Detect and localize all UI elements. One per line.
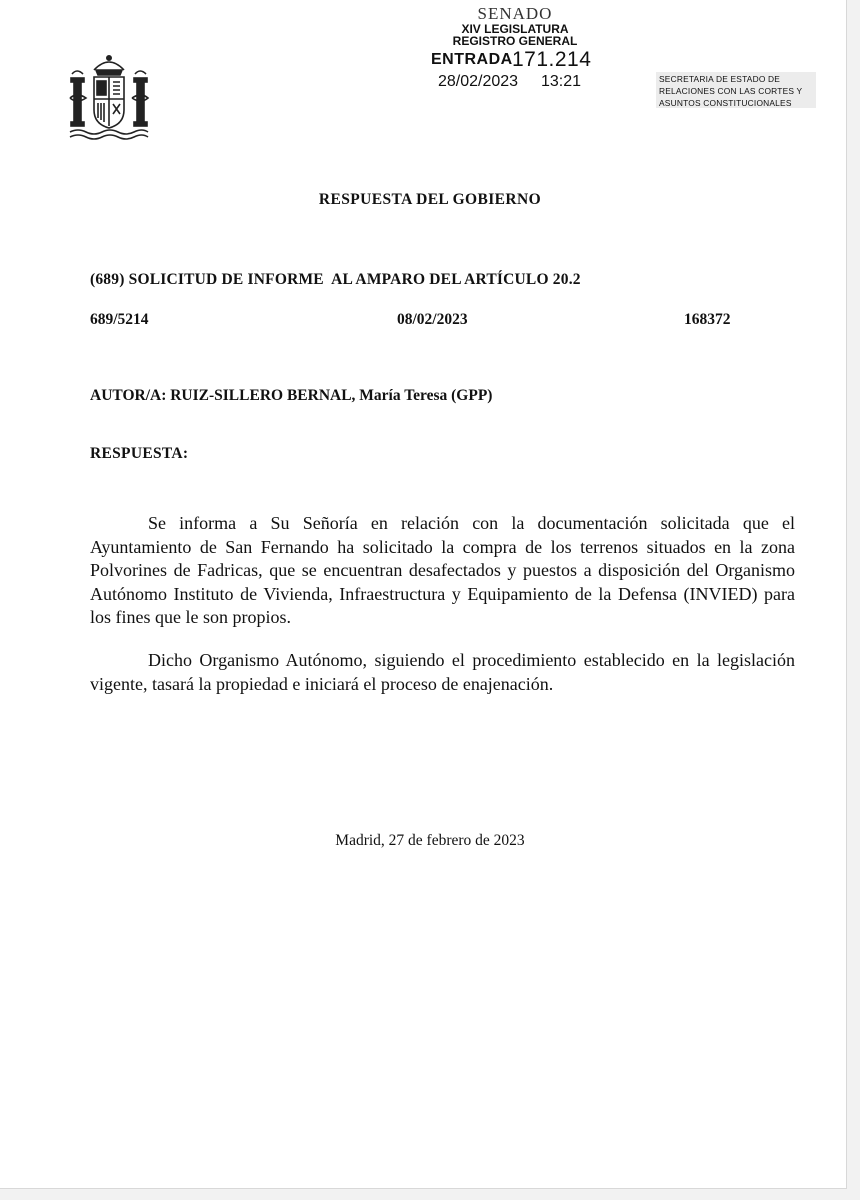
reference-date: 08/02/2023 bbox=[397, 311, 468, 328]
coat-of-arms-icon bbox=[68, 52, 150, 140]
secretaria-box bbox=[656, 72, 816, 108]
response-paragraph: Se informa a Su Señoría en relación con la documentación solicitada que el Ayuntamiento de San Fernando ha solicitado la compra de los terrenos situados en la zona Polvorines de Fadricas, que se encuentran desafectados y puestos a disposición del Organismo Autónomo Instituto de Vivienda, Infraestructura y Equipamiento de la Defensa (INVIED) para los fines que le son propios. bbox=[90, 513, 795, 627]
author-line: AUTOR/A: RUIZ-SILLERO BERNAL, María Teresa (GPP) bbox=[90, 387, 493, 404]
stamp-entrada-number: 171.214 bbox=[512, 48, 592, 71]
reference-number: 689/5214 bbox=[90, 311, 149, 328]
document-title: RESPUESTA DEL GOBIERNO bbox=[318, 191, 542, 208]
place-date: Madrid, 27 de febrero de 2023 bbox=[335, 832, 525, 849]
secretaria-line: SECRETARIA DE ESTADO DE bbox=[659, 74, 781, 84]
stamp-entrada-label: ENTRADA bbox=[431, 51, 513, 68]
stamp-time: 13:21 bbox=[541, 73, 582, 90]
response-paragraph: Dicho Organismo Autónomo, siguiendo el procedimiento establecido en la legislación vigente, tasará la propiedad e iniciará el proceso de enajenación. bbox=[90, 650, 795, 694]
stamp-registro: REGISTRO GENERAL bbox=[452, 34, 578, 48]
stamp-date: 28/02/2023 bbox=[438, 73, 519, 90]
secretaria-line: ASUNTOS CONSTITUCIONALES bbox=[659, 98, 792, 108]
reference-id: 168372 bbox=[684, 311, 731, 328]
stamp-senado: SENADO bbox=[477, 4, 553, 23]
stamp-legislatura: XIV LEGISLATURA bbox=[461, 22, 569, 36]
secretaria-line: RELACIONES CON LAS CORTES Y bbox=[659, 86, 803, 96]
solicitud-heading: (689) SOLICITUD DE INFORME AL AMPARO DEL ARTÍCULO 20.2 bbox=[90, 271, 581, 288]
respuesta-label: RESPUESTA: bbox=[90, 445, 189, 462]
